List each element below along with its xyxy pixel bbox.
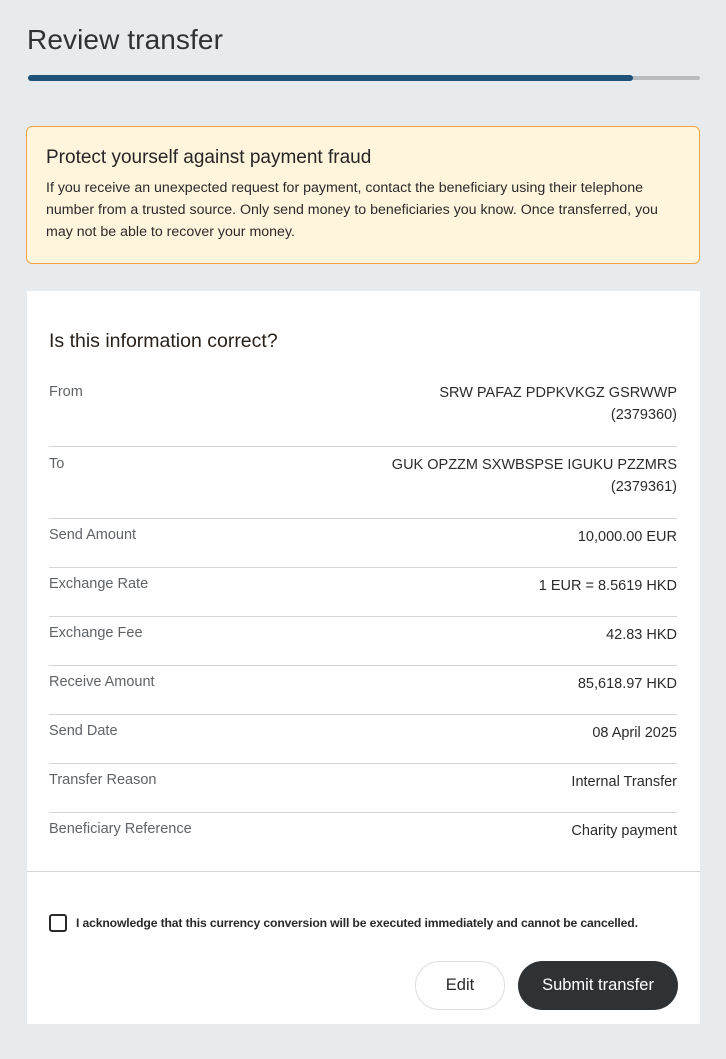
submit-transfer-button[interactable]: Submit transfer [518, 961, 678, 1010]
progress-fill [28, 75, 633, 81]
detail-row-send-amount [49, 519, 677, 568]
detail-value [392, 447, 677, 498]
alert-title: Protect yourself against payment fraud [46, 147, 372, 168]
detail-label: From [49, 384, 83, 400]
detail-label: Receive Amount [49, 674, 155, 690]
detail-label: Exchange Fee [49, 625, 143, 641]
detail-row-send-date [49, 715, 677, 764]
from-account-number: (2379360) [610, 407, 677, 423]
detail-value: 85,618.97 HKD [577, 676, 677, 692]
detail-label: Exchange Rate [49, 576, 149, 592]
detail-value [439, 375, 677, 426]
detail-row-to [49, 447, 677, 519]
fraud-warning-alert [26, 126, 700, 264]
detail-value: 10,000.00 EUR [577, 529, 677, 545]
detail-row-exchange-rate [49, 568, 677, 617]
review-card [27, 291, 700, 1024]
detail-row-from [49, 375, 677, 447]
detail-value: Charity payment [571, 823, 677, 839]
review-details-list [49, 375, 677, 862]
section-divider [27, 871, 700, 872]
acknowledge-row[interactable] [49, 914, 638, 932]
to-account-number: (2379361) [610, 479, 677, 495]
detail-value: Internal Transfer [571, 774, 677, 790]
edit-button[interactable]: Edit [415, 961, 505, 1010]
detail-row-receive-amount [49, 666, 677, 715]
acknowledge-text: I acknowledge that this currency conversion will be executed immediately and cannot be cancelled. [76, 916, 638, 930]
detail-value: 1 EUR = 8.5619 HKD [538, 578, 677, 594]
to-account-name: GUK OPZZM SXWBSPSE IGUKU PZZMRS [391, 457, 677, 473]
detail-value: 42.83 HKD [606, 627, 677, 643]
detail-label: Send Date [49, 723, 118, 739]
detail-label: Send Amount [49, 527, 137, 543]
progress-bar [28, 75, 700, 80]
acknowledge-checkbox[interactable] [49, 914, 67, 932]
detail-value: 08 April 2025 [592, 725, 677, 741]
detail-row-exchange-fee [49, 617, 677, 666]
alert-body: If you receive an unexpected request for payment, contact the beneficiary using their telephone number from a trusted source. Only send money to beneficiaries you know. Once transferred, you may not be able to recover your money. [46, 180, 658, 240]
detail-label: Transfer Reason [49, 772, 157, 788]
detail-label: Beneficiary Reference [49, 821, 192, 837]
detail-label: To [49, 456, 65, 472]
page-title: Review transfer [27, 24, 224, 55]
detail-row-beneficiary-reference [49, 813, 677, 862]
review-heading: Is this information correct? [49, 330, 278, 352]
detail-row-transfer-reason [49, 764, 677, 813]
from-account-name: SRW PAFAZ PDPKVKGZ GSRWWP [439, 385, 677, 401]
